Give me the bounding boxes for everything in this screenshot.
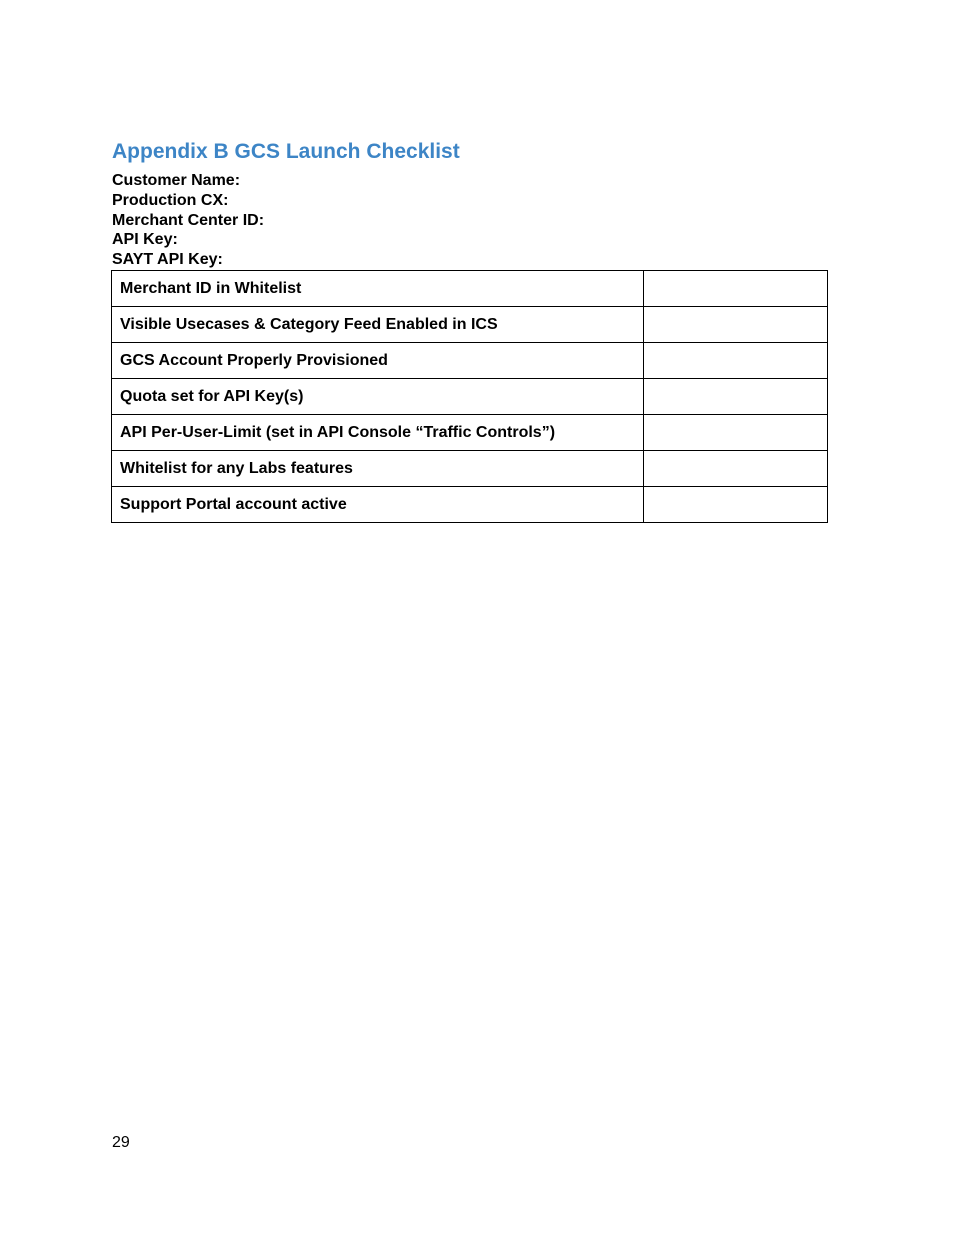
customer-name-label: Customer Name:	[112, 172, 241, 189]
checklist-item: Visible Usecases & Category Feed Enabled in ICS	[112, 307, 644, 343]
table-row	[112, 487, 828, 523]
checklist-status-cell	[644, 487, 828, 523]
checklist-item: Quota set for API Key(s)	[112, 379, 644, 415]
checklist-item: API Per-User-Limit (set in API Console “Traffic Controls”)	[112, 415, 644, 451]
checklist-item: Support Portal account active	[112, 487, 644, 523]
table-row	[112, 415, 828, 451]
checklist-status-cell	[644, 271, 828, 307]
launch-checklist-table	[111, 270, 828, 523]
checklist-item: Merchant ID in Whitelist	[112, 271, 644, 307]
api-key-label: API Key:	[112, 231, 178, 249]
checklist-item: Whitelist for any Labs features	[112, 451, 644, 487]
sayt-api-key-label: SAYT API Key:	[112, 251, 223, 269]
checklist-status-cell	[644, 343, 828, 379]
merchant-center-id-label: Merchant Center ID:	[112, 211, 265, 229]
page-title: Appendix B GCS Launch Checklist	[112, 140, 460, 163]
checklist-status-cell	[644, 451, 828, 487]
table-row	[112, 307, 828, 343]
table-row	[112, 451, 828, 487]
checklist-status-cell	[644, 415, 828, 451]
table-row	[112, 343, 828, 379]
table-row	[112, 271, 828, 307]
page-number: 29	[112, 1134, 130, 1151]
checklist-status-cell	[644, 307, 828, 343]
production-cx-label: Production CX:	[112, 191, 229, 209]
customer-field-list	[112, 171, 264, 270]
table-row	[112, 379, 828, 415]
checklist-item: GCS Account Properly Provisioned	[112, 343, 644, 379]
checklist-status-cell	[644, 379, 828, 415]
